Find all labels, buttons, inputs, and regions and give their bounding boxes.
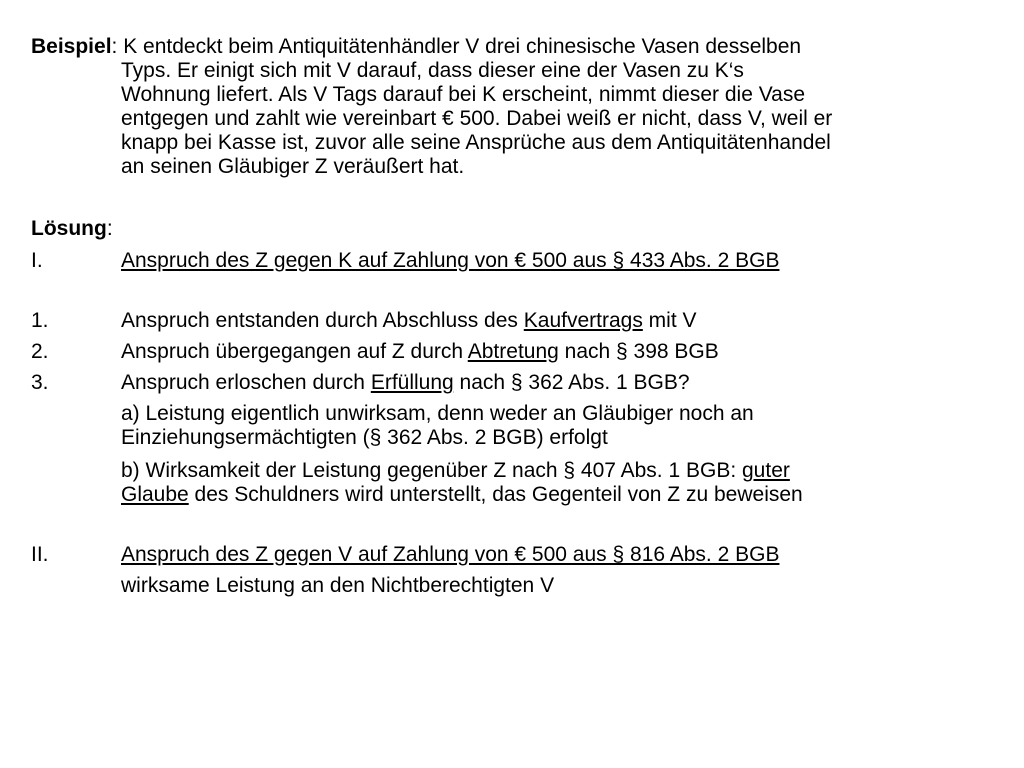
step-2-pre: Anspruch übergegangen auf Z durch [121, 340, 468, 363]
step-2-post: nach § 398 BGB [558, 340, 719, 363]
sub-point-a-line-2: Einziehungsermächtigten (§ 362 Abs. 2 BGB) erfolgt [121, 426, 608, 449]
step-3-post: nach § 362 Abs. 1 BGB? [453, 371, 690, 394]
solution-colon: : [106, 217, 113, 240]
example-text-line-5: knapp bei Kasse ist, zuvor alle seine Ansprüche aus dem Antiquitätenhandel [121, 131, 831, 154]
sub-point-b-line-1 [121, 459, 803, 483]
sub-point-b-term-1: guter [742, 459, 790, 482]
step-1-post: mit V [642, 309, 697, 332]
step-3-number: 3. [31, 371, 49, 394]
claim-2-note: wirksame Leistung an den Nichtberechtigten V [121, 574, 555, 597]
step-2-text [121, 340, 719, 364]
sub-point-b-pre: b) Wirksamkeit der Leistung gegenüber Z nach § 407 Abs. 1 BGB: [121, 459, 742, 482]
claim-1-title: Anspruch des Z gegen K auf Zahlung von € 500 aus § 433 Abs. 2 BGB [121, 249, 780, 272]
sub-point-b-line-2 [121, 483, 803, 507]
step-2-term: Abtretung [467, 340, 559, 363]
step-3-pre: Anspruch erloschen durch [121, 371, 371, 394]
step-3-term: Erfüllung [370, 371, 454, 394]
step-1-text [121, 309, 697, 333]
example-text-line-3: Wohnung liefert. Als V Tags darauf bei K erscheint, nimmt dieser die Vase [121, 83, 806, 106]
step-3-text [121, 371, 690, 395]
step-1-term: Kaufvertrags [523, 309, 643, 332]
step-1-pre: Anspruch entstanden durch Abschluss des [121, 309, 524, 332]
step-1-number: 1. [31, 309, 49, 332]
claim-2-title: Anspruch des Z gegen V auf Zahlung von € 500 aus § 816 Abs. 2 BGB [121, 543, 780, 566]
sub-point-b-term-2: Glaube [121, 483, 189, 506]
step-2-number: 2. [31, 340, 49, 363]
sub-point-a-line-1: a) Leistung eigentlich unwirksam, denn weder an Gläubiger noch an [121, 402, 754, 425]
sub-point-b-post: des Schuldners wird unterstellt, das Gegenteil von Z zu beweisen [188, 483, 803, 506]
solution-heading-line [31, 217, 113, 241]
claim-2-label: II. [31, 543, 49, 566]
example-colon: : [111, 35, 124, 58]
example-heading: Beispiel [31, 35, 112, 58]
example-text-line-2: Typs. Er einigt sich mit V darauf, dass dieser eine der Vasen zu K‘s [121, 59, 744, 82]
example-first-line [31, 35, 1001, 59]
example-text-line-6: an seinen Gläubiger Z veräußert hat. [121, 155, 465, 178]
solution-heading: Lösung [31, 217, 107, 240]
sub-point-a [121, 402, 754, 450]
example-text-line-1: K entdeckt beim Antiquitätenhändler V drei chinesische Vasen desselben [123, 35, 802, 58]
claim-1-label: I. [31, 249, 43, 272]
sub-point-b [121, 459, 803, 507]
example-text-line-4: entgegen und zahlt wie vereinbart € 500. Dabei weiß er nicht, dass V, weil er [121, 107, 833, 130]
example-paragraph [31, 35, 1001, 179]
